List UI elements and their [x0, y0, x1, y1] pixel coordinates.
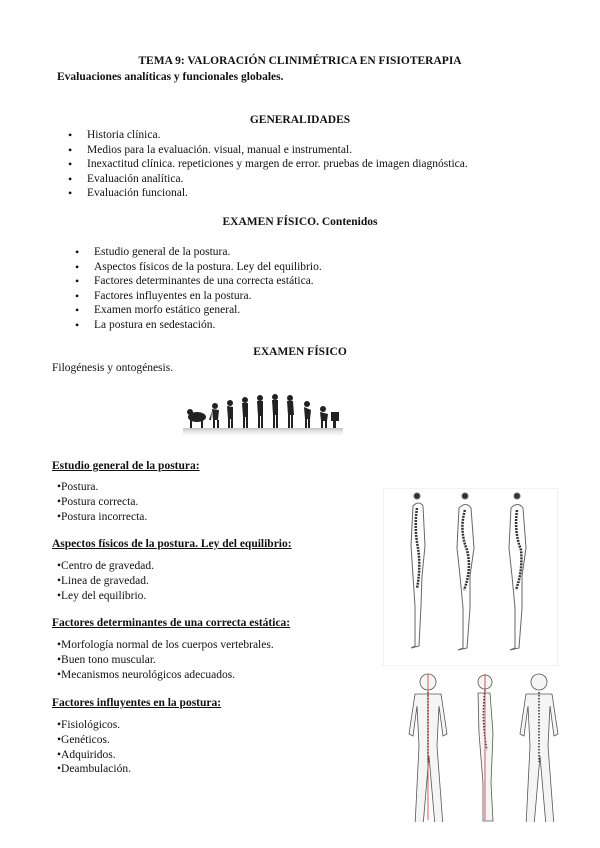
list-item: •Postura correcta.	[57, 495, 139, 508]
list-item: • Factores determinantes de una correcta estática.	[94, 274, 322, 289]
list-item: •Adquiridos.	[57, 748, 116, 761]
section-list-equilibrio	[57, 559, 154, 603]
list-item: • Estudio general de la postura.	[94, 245, 322, 260]
section-list-estatica	[57, 638, 274, 682]
spine-posture-illustration	[383, 488, 558, 666]
list-item: •Ley del equilibrio.	[57, 589, 147, 602]
section-heading-postura: Estudio general de la postura:	[52, 460, 200, 472]
skeleton-body-illustration	[393, 672, 573, 822]
evolution-illustration	[183, 390, 343, 440]
list-item: • Examen morfo estático general.	[94, 303, 322, 318]
list-item: • La postura en sedestación.	[94, 318, 322, 333]
section-heading-influyentes: Factores influyentes en la postura:	[52, 697, 222, 709]
list-item: •Morfología normal de los cuerpos vertebrales.	[57, 639, 274, 651]
page-title: TEMA 9: VALORACIÓN CLINIMÉTRICA EN FISIOTERAPIA	[138, 55, 462, 67]
list-item: •Buen tono muscular.	[57, 653, 156, 666]
section-list-influyentes	[57, 718, 131, 777]
list-item: •Genéticos.	[57, 733, 110, 746]
list-item: •Postura incorrecta.	[57, 510, 148, 523]
section-heading-estatica: Factores determinantes de una correcta estática:	[52, 617, 291, 629]
list-item: •Mecanismos neurológicos adecuados.	[57, 668, 236, 681]
list-item: • Aspectos físicos de la postura. Ley del equilibrio.	[94, 260, 322, 275]
list-item: •Linea de gravedad.	[57, 574, 149, 587]
list-item: • Medios para la evaluación. visual, manual e instrumental.	[87, 143, 468, 158]
contenidos-heading: EXAMEN FÍSICO. Contenidos	[222, 216, 378, 228]
page-subtitle: Evaluaciones analíticas y funcionales globales.	[57, 71, 284, 83]
list-item: • Evaluación funcional.	[87, 186, 468, 201]
list-item: • Factores influyentes en la postura.	[94, 289, 322, 304]
contenidos-list	[94, 245, 322, 333]
list-item: • Historia clínica.	[87, 128, 468, 143]
list-item: •Fisiológicos.	[57, 719, 121, 731]
list-item: •Deambulación.	[57, 763, 131, 776]
section-heading-equilibrio: Aspectos físicos de la postura. Ley del equilibrio:	[52, 538, 292, 550]
list-item: •Centro de gravedad.	[57, 560, 154, 572]
list-item: •Postura.	[57, 481, 99, 493]
generalidades-heading: GENERALIDADES	[249, 114, 351, 126]
examen-heading: EXAMEN FÍSICO	[253, 346, 347, 358]
generalidades-list	[87, 128, 468, 201]
list-item: • Evaluación analítica.	[87, 172, 468, 187]
section-list-postura	[57, 480, 147, 524]
examen-intro: Filogénesis y ontogénesis.	[52, 362, 174, 374]
list-item: • Inexactitud clínica. repeticiones y margen de error. pruebas de imagen diagnóstica.	[87, 157, 468, 172]
